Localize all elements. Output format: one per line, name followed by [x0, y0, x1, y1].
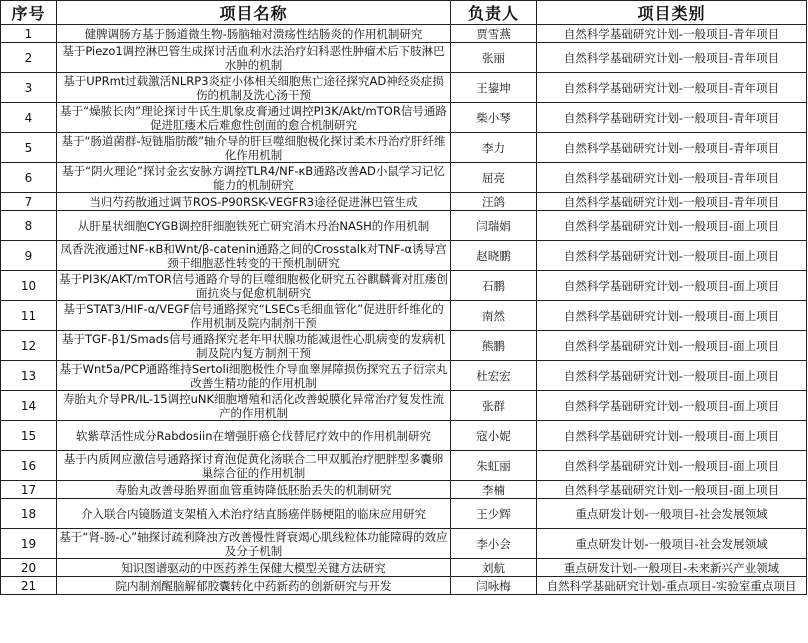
header-no: 序号 [1, 1, 57, 25]
cell-leader: 王少辉 [451, 499, 537, 529]
cell-leader: 闫咏梅 [451, 577, 537, 595]
table-row [1, 25, 807, 43]
cell-category: 自然科学基础研究计划-一般项目-面上项目 [537, 331, 807, 361]
table-row [1, 499, 807, 529]
cell-category: 自然科学基础研究计划-一般项目-面上项目 [537, 211, 807, 241]
cell-no: 21 [1, 577, 57, 595]
cell-leader: 杜宏宏 [451, 361, 537, 391]
cell-leader: 李楠 [451, 481, 537, 499]
table-row [1, 211, 807, 241]
table-row [1, 271, 807, 301]
cell-name: 凤香洗液通过NF-κB和Wnt/β-catenin通路之间的Crosstalk对TNF-α诱导宫颈干细胞恶性转变的干预机制研究 [57, 241, 451, 271]
cell-name: 从肝星状细胞CYGB调控肝细胞铁死亡研究消木丹治NASH的作用机制 [57, 211, 451, 241]
cell-name: 基于内质网应激信号通路探讨育泡促黄化汤联合二甲双胍治疗肥胖型多囊卵巢综合征的作用机制 [57, 451, 451, 481]
cell-name: 健脾调肠方基于肠道微生物-肠脑轴对溃疡性结肠炎的作用机制研究 [57, 25, 451, 43]
cell-category: 重点研发计划-一般项目-未来新兴产业领域 [537, 559, 807, 577]
table-row [1, 163, 807, 193]
cell-leader: 王鋆坤 [451, 73, 537, 103]
table-row [1, 361, 807, 391]
header-leader: 负责人 [451, 1, 537, 25]
cell-no: 14 [1, 391, 57, 421]
cell-no: 16 [1, 451, 57, 481]
cell-category: 重点研发计划-一般项目-社会发展领域 [537, 499, 807, 529]
cell-leader: 张丽 [451, 43, 537, 73]
table-row [1, 331, 807, 361]
cell-no: 7 [1, 193, 57, 211]
cell-no: 6 [1, 163, 57, 193]
cell-leader: 柴小琴 [451, 103, 537, 133]
cell-category: 自然科学基础研究计划-一般项目-面上项目 [537, 271, 807, 301]
cell-category: 自然科学基础研究计划-一般项目-青年项目 [537, 133, 807, 163]
cell-leader: 朱虹丽 [451, 451, 537, 481]
cell-category: 自然科学基础研究计划-一般项目-面上项目 [537, 391, 807, 421]
cell-category: 自然科学基础研究计划-一般项目-青年项目 [537, 163, 807, 193]
cell-leader: 屈亮 [451, 163, 537, 193]
cell-no: 15 [1, 421, 57, 451]
table-row [1, 559, 807, 577]
cell-no: 2 [1, 43, 57, 73]
cell-no: 18 [1, 499, 57, 529]
cell-category: 自然科学基础研究计划-一般项目-面上项目 [537, 361, 807, 391]
cell-category: 自然科学基础研究计划-重点项目-实验室重点项目 [537, 577, 807, 595]
cell-name: 基于TGF-β1/Smads信号通路探究老年甲状腺功能减退性心肌病变的发病机制及院内复方制剂干预 [57, 331, 451, 361]
cell-category: 重点研发计划-一般项目-社会发展领域 [537, 529, 807, 559]
cell-leader: 寇小妮 [451, 421, 537, 451]
cell-name: 基于“燥脓长肉”理论探讨牛氏生肌象皮膏通过调控PI3K/Akt/mTOR信号通路促进肛瘘术后难愈性创面的愈合机制研究 [57, 103, 451, 133]
cell-category: 自然科学基础研究计划-一般项目-青年项目 [537, 103, 807, 133]
header-category: 项目类别 [537, 1, 807, 25]
cell-category: 自然科学基础研究计划-一般项目-青年项目 [537, 43, 807, 73]
cell-no: 11 [1, 301, 57, 331]
table-body [1, 25, 807, 595]
table-row [1, 301, 807, 331]
cell-leader: 闫瑞娟 [451, 211, 537, 241]
cell-no: 20 [1, 559, 57, 577]
table-row [1, 481, 807, 499]
table-row [1, 421, 807, 451]
cell-category: 自然科学基础研究计划-一般项目-青年项目 [537, 25, 807, 43]
cell-name: 基于“肠道菌群-短链脂肪酸”轴介导的肝巨噬细胞极化探讨柔木丹治疗肝纤维化作用机制 [57, 133, 451, 163]
cell-leader: 张群 [451, 391, 537, 421]
cell-leader: 汪鸽 [451, 193, 537, 211]
table-row [1, 391, 807, 421]
cell-category: 自然科学基础研究计划-一般项目-面上项目 [537, 421, 807, 451]
cell-name: 寿胎丸改善母胎界面血管重铸降低胚胎丢失的机制研究 [57, 481, 451, 499]
cell-category: 自然科学基础研究计划-一般项目-青年项目 [537, 193, 807, 211]
cell-no: 3 [1, 73, 57, 103]
table-row [1, 577, 807, 595]
cell-no: 9 [1, 241, 57, 271]
table-row [1, 103, 807, 133]
cell-name: 介入联合内镜肠道支架植入术治疗结直肠癌伴肠梗阻的临床应用研究 [57, 499, 451, 529]
cell-name: 基于Wnt5a/PCP通路维持Sertoli细胞极性介导血睾屏障损伤探究五子衍宗丸改善生精功能的作用机制 [57, 361, 451, 391]
cell-no: 17 [1, 481, 57, 499]
table-row [1, 133, 807, 163]
cell-no: 1 [1, 25, 57, 43]
table-row [1, 451, 807, 481]
table-row [1, 43, 807, 73]
header-name: 项目名称 [57, 1, 451, 25]
cell-category: 自然科学基础研究计划-一般项目-面上项目 [537, 451, 807, 481]
cell-name: 院内制剂醒脑解郁胶囊转化中药新药的创新研究与开发 [57, 577, 451, 595]
table-row [1, 73, 807, 103]
cell-name: 当归芍药散通过调节ROS-P90RSK-VEGFR3途径促进淋巴管生成 [57, 193, 451, 211]
cell-leader: 南然 [451, 301, 537, 331]
cell-name: 基于“阴火理论”探讨金玄安脉方调控TLR4/NF-κB通路改善AD小鼠学习记忆能力的机制研究 [57, 163, 451, 193]
cell-category: 自然科学基础研究计划-一般项目-青年项目 [537, 73, 807, 103]
table-row [1, 241, 807, 271]
table-row [1, 193, 807, 211]
cell-name: 基于Piezo1调控淋巴管生成探讨活血利水法治疗妇科恶性肿瘤术后下肢淋巴水肿的机制 [57, 43, 451, 73]
cell-leader: 石鹏 [451, 271, 537, 301]
cell-category: 自然科学基础研究计划-一般项目-面上项目 [537, 481, 807, 499]
cell-leader: 熊鹏 [451, 331, 537, 361]
cell-leader: 李小会 [451, 529, 537, 559]
cell-category: 自然科学基础研究计划-一般项目-面上项目 [537, 301, 807, 331]
cell-name: 知识图谱驱动的中医药养生保健大模型关键方法研究 [57, 559, 451, 577]
cell-no: 12 [1, 331, 57, 361]
cell-name: 寿胎丸介导PR/IL-15调控uNK细胞增殖和活化改善蜕膜化异常治疗复发性流产的作用机制 [57, 391, 451, 421]
cell-name: 软紫草活性成分Rabdosiin在增强肝癌仑伐替尼疗效中的作用机制研究 [57, 421, 451, 451]
cell-name: 基于STAT3/HIF-α/VEGF信号通路探究“LSECs毛细血管化”促进肝纤维化的作用机制及院内制剂干预 [57, 301, 451, 331]
cell-no: 4 [1, 103, 57, 133]
cell-name: 基于UPRmt过载激活NLRP3炎症小体相关细胞焦亡途径探究AD神经炎症损伤的机制及洗心汤干预 [57, 73, 451, 103]
cell-leader: 刘航 [451, 559, 537, 577]
cell-no: 10 [1, 271, 57, 301]
table-row [1, 529, 807, 559]
cell-no: 5 [1, 133, 57, 163]
cell-no: 8 [1, 211, 57, 241]
cell-category: 自然科学基础研究计划-一般项目-面上项目 [537, 241, 807, 271]
header-row [1, 1, 807, 25]
cell-leader: 贾雪燕 [451, 25, 537, 43]
cell-name: 基于“肾-肠-心”轴探讨疏利降浊方改善慢性肾衰竭心肌线粒体功能障碍的效应及分子机制 [57, 529, 451, 559]
cell-name: 基于PI3K/AKT/mTOR信号通路介导的巨噬细胞极化研究五谷麒麟膏对肛瘘创面抗炎与促愈机制研究 [57, 271, 451, 301]
cell-no: 19 [1, 529, 57, 559]
cell-leader: 李力 [451, 133, 537, 163]
cell-no: 13 [1, 361, 57, 391]
cell-leader: 赵晓鹏 [451, 241, 537, 271]
